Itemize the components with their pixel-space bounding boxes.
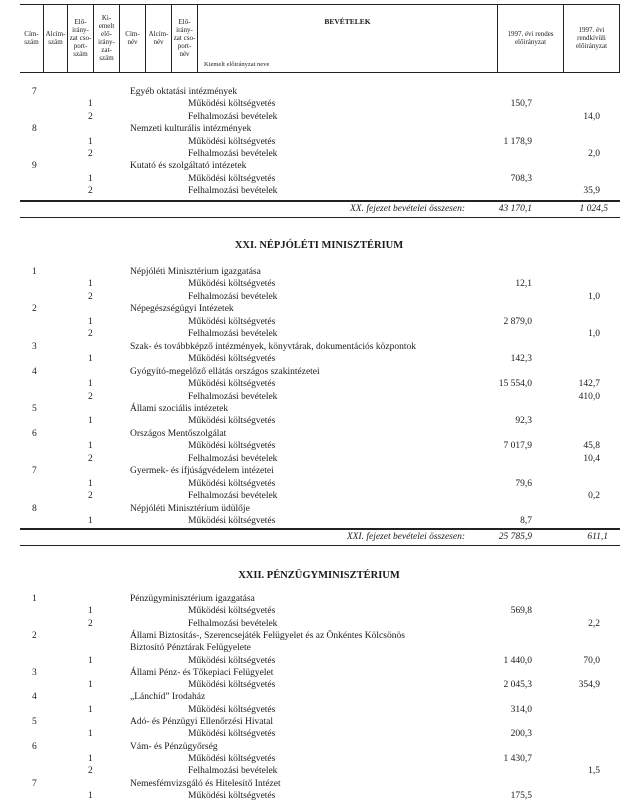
institution-row: [0, 303, 638, 315]
rendkivuli-eloiranyzat: 2,2: [588, 618, 600, 629]
header-bevetelek-title: BEVÉTELEK: [324, 17, 371, 26]
rendes-eloiranyzat: 314,0: [510, 704, 532, 715]
alcimszam: 1: [88, 729, 93, 740]
rendkivuli-eloiranyzat: 2,0: [588, 149, 600, 159]
eloiranyzat-nev: Felhalmozási bevételek: [188, 186, 278, 197]
rendes-eloiranyzat: 569,8: [510, 606, 532, 617]
rendkivuli-eloiranyzat: 1,0: [588, 329, 600, 340]
section-xx-total: [0, 203, 638, 215]
budget-line-row: [0, 328, 638, 340]
total-label: XX. fejezet bevételei összesen:: [349, 204, 465, 214]
budget-line-row: [0, 278, 638, 290]
header-rendes-eloiranyzat: 1997. évi rendes előirányzat: [497, 4, 563, 72]
eloiranyzat-nev: Működési költségvetés: [188, 136, 276, 147]
budget-line-row: [0, 353, 638, 365]
institution-row: [0, 667, 638, 679]
rendes-eloiranyzat: 1 178,9: [503, 136, 532, 147]
cimszam: 3: [32, 667, 37, 678]
rendes-eloiranyzat: 2 045,3: [503, 680, 532, 691]
alcimszam: 1: [88, 136, 93, 147]
rendes-eloiranyzat: 8,7: [520, 516, 532, 526]
cimnev: Egyéb oktatási intézmények: [130, 87, 238, 97]
eloiranyzat-nev: Felhalmozási bevételek: [188, 453, 278, 464]
cimszam: 2: [32, 630, 37, 641]
cimszam: 9: [32, 161, 37, 172]
institution-row: [0, 778, 638, 790]
institution-row: [0, 160, 638, 172]
institution-row: [0, 630, 638, 642]
institution-row: [0, 366, 638, 378]
alcimszam: 1: [88, 441, 93, 452]
alcimszam: 2: [88, 111, 93, 122]
section-xx-total-rule: [20, 200, 620, 202]
header-cimszam: Cím-szám: [24, 30, 39, 46]
cimszam: 8: [32, 503, 37, 514]
total-rendes: 43 170,1: [498, 204, 532, 214]
rendes-eloiranyzat: 2 879,0: [503, 316, 532, 327]
budget-line-row: [0, 136, 638, 148]
eloiranyzat-nev: Működési költségvetés: [188, 316, 276, 327]
alcimszam: 1: [88, 516, 93, 526]
eloiranyzat-nev: Felhalmozási bevételek: [188, 491, 278, 502]
rendes-eloiranyzat: 15 554,0: [498, 379, 532, 390]
cimnev: Országos Mentőszolgálat: [130, 428, 227, 439]
alcimszam: 1: [88, 416, 93, 427]
eloiranyzat-nev: Felhalmozási bevételek: [188, 329, 278, 340]
rendes-eloiranyzat: 150,7: [510, 99, 532, 110]
cimszam: 1: [32, 594, 37, 604]
rendes-eloiranyzat: 12,1: [515, 279, 532, 290]
rendkivuli-eloiranyzat: 35,9: [583, 186, 600, 197]
budget-line-row: [0, 291, 638, 303]
eloiranyzat-nev: Felhalmozási bevételek: [188, 149, 278, 159]
alcimszam: 1: [88, 279, 93, 290]
cimnev: Adó- és Pénzügyi Ellenőrzési Hivatal: [130, 717, 273, 727]
cimnev: Állami Pénz- és Tőkepiaci Felügyelet: [130, 667, 274, 678]
institution-row: [0, 266, 638, 278]
budget-line-row: [0, 605, 638, 617]
eloiranyzat-nev: Működési költségvetés: [188, 729, 276, 740]
header-bottom-rule: [20, 72, 620, 73]
institution-row: [0, 465, 638, 477]
alcimszam: 2: [88, 186, 93, 197]
alcimszam: 1: [88, 379, 93, 390]
eloiranyzat-nev: Működési költségvetés: [188, 99, 276, 110]
alcimszam: 1: [88, 99, 93, 110]
eloiranyzat-nev: Felhalmozási bevételek: [188, 766, 278, 777]
cimszam: 3: [32, 341, 37, 352]
budget-line-row: [0, 655, 638, 667]
rendkivuli-eloiranyzat: 45,8: [583, 441, 600, 452]
cimnev: Pénzügyminisztérium igazgatása: [130, 594, 255, 604]
rendkivuli-eloiranyzat: 10,4: [583, 453, 600, 464]
alcimszam: 1: [88, 655, 93, 666]
rendes-eloiranyzat: 1 440,0: [503, 655, 532, 666]
eloiranyzat-nev: Működési költségvetés: [188, 790, 276, 801]
cimszam: 8: [32, 124, 37, 135]
budget-line-row: [0, 753, 638, 765]
rendes-eloiranyzat: 92,3: [515, 416, 532, 427]
section-xxi-bottom-rule: [20, 545, 620, 546]
budget-line-row: [0, 765, 638, 777]
header-alcimnev: Alcím-név: [145, 4, 171, 72]
budget-line-row: [0, 316, 638, 328]
header-kiemelt-nev: Kiemelt előirányzat neve: [204, 61, 270, 68]
section-xxi-total-rule: [20, 528, 620, 530]
cimnev: Állami szociális intézetek: [130, 403, 229, 414]
total-rendes: 25 785,9: [498, 532, 532, 542]
total-rendkivuli: 611,1: [587, 532, 608, 542]
eloiranyzat-nev: Felhalmozási bevételek: [188, 291, 278, 302]
cimszam: 7: [32, 87, 37, 97]
alcimszam: 1: [88, 354, 93, 365]
alcimszam: 1: [88, 316, 93, 327]
cimnev: Állami Biztosítás-, Szerencsejáték Felügyelet és az Önkéntes Kölcsönös: [130, 630, 405, 641]
rendkivuli-eloiranyzat: 142,7: [578, 379, 600, 390]
header-kiemelt-eloiranyzatszam: Ki-emelt elő-irány-zat-szám: [93, 4, 119, 72]
cimszam: 6: [32, 741, 37, 752]
cimnev: Nemesfémvizsgáló és Hitelesítő Intézet: [130, 778, 281, 789]
institution-row: [0, 593, 638, 605]
eloiranyzat-nev: Működési költségvetés: [188, 753, 276, 764]
eloiranyzat-nev: Működési költségvetés: [188, 173, 276, 184]
alcimszam: 2: [88, 291, 93, 302]
eloiranyzat-nev: Felhalmozási bevételek: [188, 111, 278, 122]
budget-line-row: [0, 478, 638, 490]
cimnev: Vám- és Pénzügyőrség: [130, 741, 218, 752]
rendkivuli-eloiranyzat: 1,0: [588, 291, 600, 302]
section-xxii-title: XXII. PÉNZÜGYMINISZTÉRIUM: [238, 570, 400, 581]
budget-line-row: [0, 378, 638, 390]
cimnev: Gyermek- és ifjúságvédelem intézetei: [130, 466, 274, 477]
cimszam: 5: [32, 403, 37, 414]
budget-line-row: [0, 111, 638, 123]
budget-line-row: [0, 704, 638, 716]
alcimszam: 2: [88, 149, 93, 159]
budget-line-row: [0, 148, 638, 160]
alcimszam: 1: [88, 704, 93, 715]
header-cimnev: Cím-név: [119, 4, 145, 72]
eloiranyzat-nev: Működési költségvetés: [188, 478, 276, 489]
header-eloiranyzat-csoportnev: Elő-irány-zat cso-port-név: [171, 4, 197, 72]
rendes-eloiranyzat: 1 430,7: [503, 753, 532, 764]
eloiranyzat-nev: Felhalmozási bevételek: [188, 618, 278, 629]
cimnev: Népjóléti Minisztérium üdülője: [130, 503, 250, 514]
cimnev: Biztosító Pénztárak Felügyelete: [130, 643, 251, 654]
budget-line-row: [0, 415, 638, 427]
total-label: XXI. fejezet bevételei összesen:: [346, 532, 465, 542]
institution-row: [0, 403, 638, 415]
rendes-eloiranyzat: 79,6: [515, 478, 532, 489]
rendes-eloiranyzat: 708,3: [510, 173, 532, 184]
cimnev: Nemzeti kulturális intézmények: [130, 124, 252, 135]
header-alcimszam: Alcím-szám: [43, 4, 67, 72]
institution-row: [0, 428, 638, 440]
alcimszam: 2: [88, 391, 93, 402]
header-bevetelek: [197, 4, 497, 72]
eloiranyzat-nev: Működési költségvetés: [188, 655, 276, 666]
alcimszam: 1: [88, 606, 93, 617]
institution-row: [0, 341, 638, 353]
rendes-eloiranyzat: 7 017,9: [503, 441, 532, 452]
institution-row: [0, 123, 638, 135]
budget-line-row: [0, 440, 638, 452]
alcimszam: 1: [88, 478, 93, 489]
budget-line-row: [0, 173, 638, 185]
budget-line-row: [0, 790, 638, 802]
cimnev: Kutató és szolgáltató intézetek: [130, 161, 247, 172]
budget-line-row: [0, 618, 638, 630]
eloiranyzat-nev: Működési költségvetés: [188, 680, 276, 691]
cimnev: Népegészségügyi Intézetek: [130, 304, 234, 315]
cimszam: 4: [32, 366, 37, 377]
alcimszam: 1: [88, 680, 93, 691]
eloiranyzat-nev: Működési költségvetés: [188, 279, 276, 290]
alcimszam: 2: [88, 329, 93, 340]
alcimszam: 1: [88, 753, 93, 764]
institution-row: [0, 741, 638, 753]
institution-row: [0, 642, 638, 654]
cimnev: Népjóléti Minisztérium igazgatása: [130, 267, 261, 277]
eloiranyzat-nev: Működési költségvetés: [188, 606, 276, 617]
rendkivuli-eloiranyzat: 1,5: [588, 766, 600, 777]
alcimszam: 2: [88, 766, 93, 777]
header-eloiranyzat-csoportszam: Elő-irány-zat cso-port-szám: [67, 4, 93, 72]
section-xxi-title: XXI. NÉPJÓLÉTI MINISZTÉRIUM: [234, 240, 404, 251]
rendes-eloiranyzat: 200,3: [510, 729, 532, 740]
eloiranyzat-nev: Működési költségvetés: [188, 354, 276, 365]
eloiranyzat-nev: Működési költségvetés: [188, 516, 276, 526]
cimszam: 4: [32, 692, 37, 703]
institution-row: [0, 86, 638, 98]
eloiranyzat-nev: Működési költségvetés: [188, 704, 276, 715]
cimnev: Gyógyító-megelőző ellátás országos szakintézetei: [130, 366, 320, 377]
alcimszam: 1: [88, 790, 93, 801]
alcimszam: 2: [88, 453, 93, 464]
cimszam: 6: [32, 428, 37, 439]
budget-line-row: [0, 490, 638, 502]
budget-line-row: [0, 185, 638, 197]
institution-row: [0, 691, 638, 703]
alcimszam: 1: [88, 173, 93, 184]
cimszam: 1: [32, 267, 37, 277]
budget-line-row: [0, 515, 638, 527]
budget-line-row: [0, 679, 638, 691]
table-header: [20, 4, 620, 72]
cimszam: 5: [32, 717, 37, 727]
rendkivuli-eloiranyzat: 0,2: [588, 491, 600, 502]
budget-line-row: [0, 453, 638, 465]
cimszam: 7: [32, 466, 37, 477]
cimszam: 2: [32, 304, 37, 315]
budget-line-row: [0, 98, 638, 110]
alcimszam: 2: [88, 491, 93, 502]
budget-line-row: [0, 391, 638, 403]
rendkivuli-eloiranyzat: 410,0: [578, 391, 600, 402]
eloiranyzat-nev: Működési költségvetés: [188, 416, 276, 427]
total-rendkivuli: 1 024,5: [579, 204, 608, 214]
rendkivuli-eloiranyzat: 354,9: [578, 680, 600, 691]
cimnev: Szak- és továbbképző intézmények, könyvtárak, dokumentációs központok: [130, 341, 416, 352]
cimszam: 7: [32, 778, 37, 789]
section-xx-bottom-rule: [20, 217, 620, 218]
rendes-eloiranyzat: 142,3: [510, 354, 532, 365]
section-xxi-total: [0, 531, 638, 543]
cimnev: „Lánchíd” Irodaház: [130, 692, 206, 703]
header-rendkivuli-eloiranyzat: 1997. évi rendkívüli előirányzat: [563, 4, 620, 72]
institution-row: [0, 716, 638, 728]
budget-line-row: [0, 728, 638, 740]
alcimszam: 2: [88, 618, 93, 629]
institution-row: [0, 503, 638, 515]
eloiranyzat-nev: Működési költségvetés: [188, 379, 276, 390]
eloiranyzat-nev: Felhalmozási bevételek: [188, 391, 278, 402]
rendes-eloiranyzat: 175,5: [510, 790, 532, 801]
eloiranyzat-nev: Működési költségvetés: [188, 441, 276, 452]
rendkivuli-eloiranyzat: 14,0: [583, 111, 600, 122]
rendkivuli-eloiranyzat: 70,0: [583, 655, 600, 666]
